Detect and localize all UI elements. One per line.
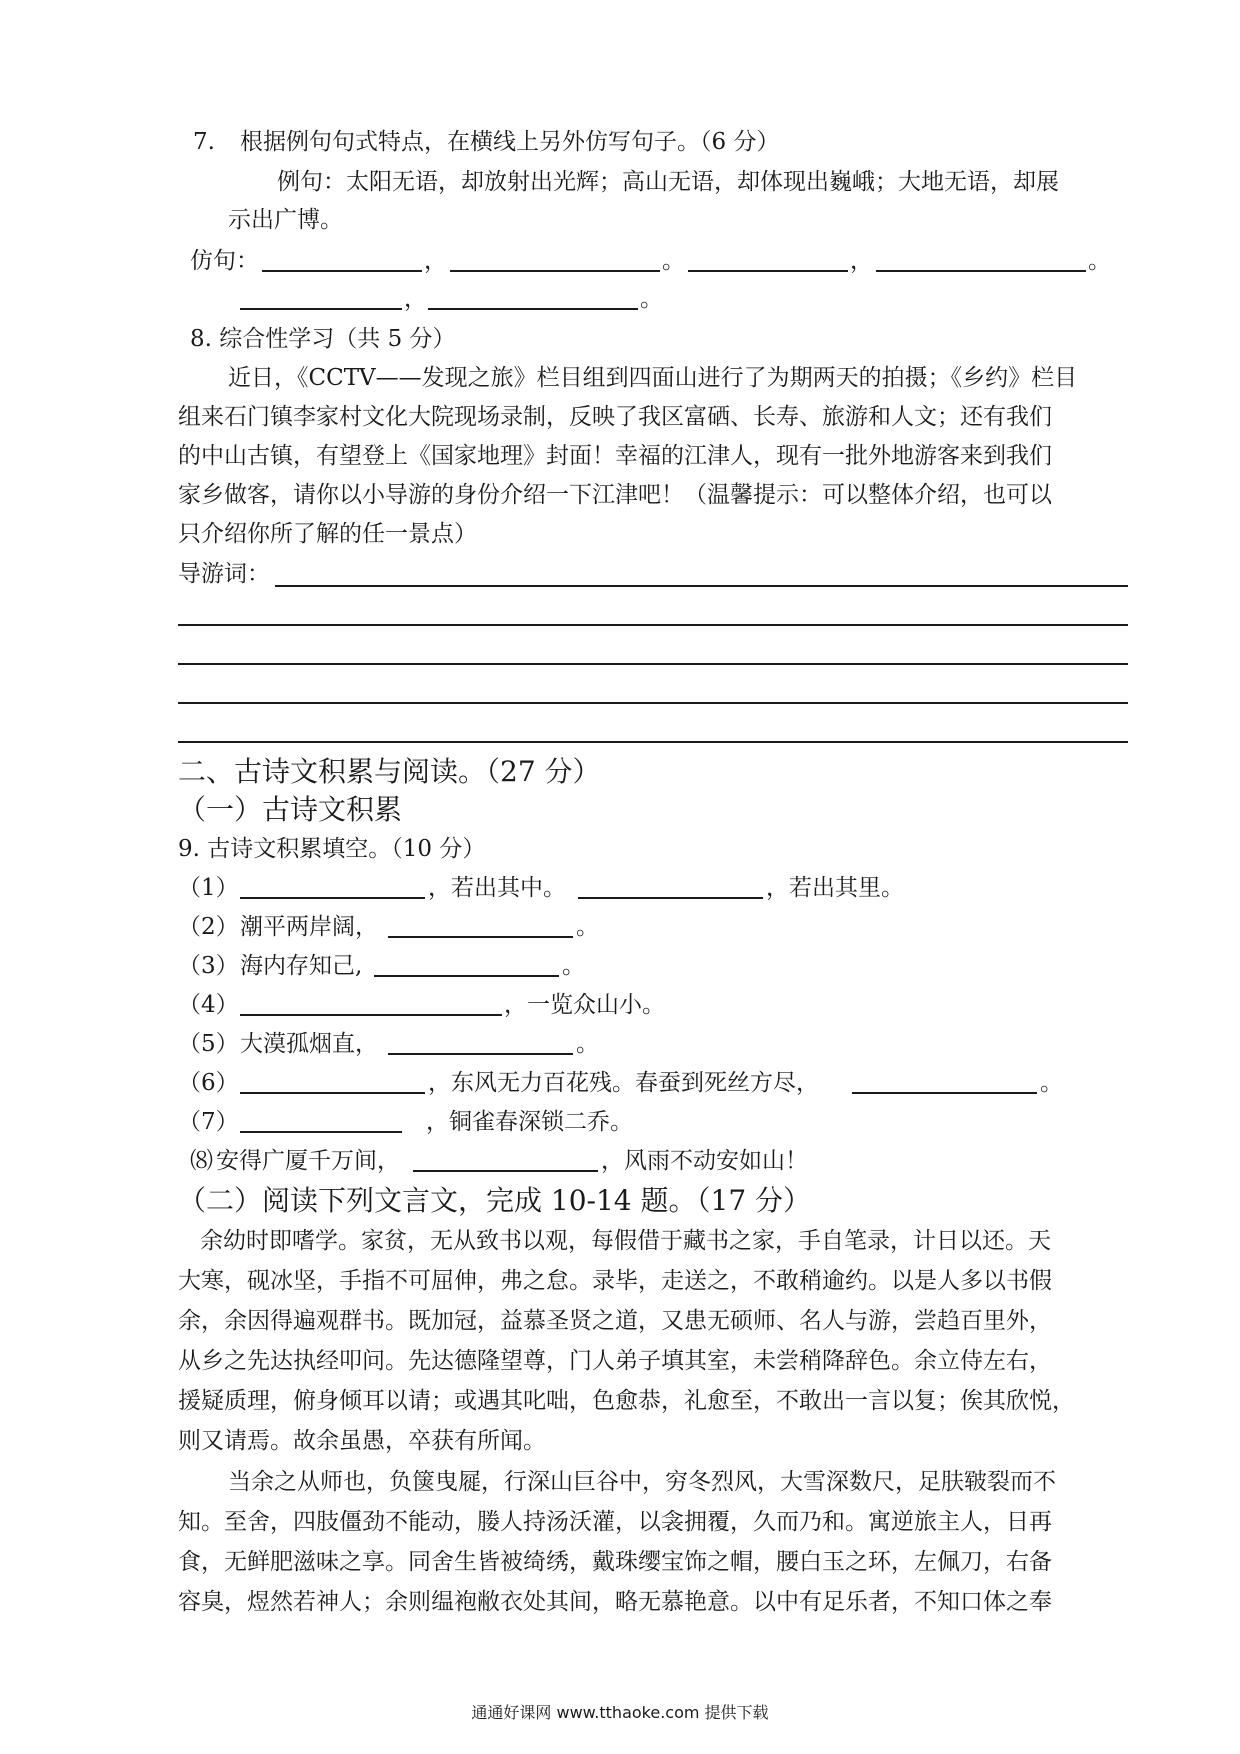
q9-item-number: （3） (178, 953, 239, 979)
q9-blank[interactable] (413, 1170, 598, 1172)
footer: 通通好课网 www.tthaoke.com 提供下载 (471, 1703, 769, 1722)
q9-item-text: 安得广厦千万间， (216, 1148, 400, 1174)
passage-line: 援疑质理，俯身倾耳以请；或遇其叱咄，色愈恭，礼愈至，不敢出一言以复；俟其欣悦， (178, 1388, 1075, 1414)
q9-item-text: 。 (1040, 1070, 1063, 1096)
passage-line: 余，余因得遍观群书。既加冠，益慕圣贤之道，又患无硕师、名人与游，尝趋百里外， (178, 1308, 1052, 1334)
q7-blank-2[interactable] (450, 270, 660, 272)
section2-sub2: （二）阅读下列文言文，完成 10-14 题。（17 分） (178, 1184, 812, 1217)
q8-answer-line[interactable] (178, 624, 1128, 626)
q9-item-text: ，若出其里。 (766, 875, 904, 901)
q9-item-text: 。 (576, 1031, 599, 1057)
q9-blank[interactable] (388, 1053, 573, 1055)
section2-sub1: （一）古诗文积累 (178, 793, 403, 826)
q9-title: 9. 古诗文积累填空。（10 分） (178, 836, 486, 862)
q8-answer-line[interactable] (275, 585, 1128, 587)
q9-item-text: 海内存知己, (240, 953, 363, 979)
passage-line: 食，无鲜肥滋味之享。同舍生皆被绮绣，戴珠缨宝饰之帽，腰白玉之环，左佩刀，右备 (178, 1549, 1052, 1575)
q9-item-text: 大漠孤烟直， (240, 1031, 378, 1057)
q9-item-text: ，若出其中。 (428, 875, 566, 901)
q7-comma-2: ， (850, 248, 873, 274)
q9-blank[interactable] (852, 1092, 1037, 1094)
q9-blank[interactable] (240, 897, 425, 899)
q9-blank[interactable] (240, 1014, 502, 1016)
q8-title: 8. 综合性学习（共 5 分） (190, 326, 456, 352)
q8-answer-line[interactable] (178, 702, 1128, 704)
q9-item-text: 潮平两岸阔， (240, 914, 378, 940)
q9-item-text: ，东风无力百花残。春蚕到死丝方尽， (428, 1070, 819, 1096)
q8-para-line: 的中山古镇，有望登上《国家地理》封面！幸福的江津人，现有一批外地游客来到我们 (178, 443, 1052, 469)
q7-title: 根据例句句式特点，在横线上另外仿写句子。（6 分） (240, 129, 780, 155)
q9-blank[interactable] (240, 1131, 402, 1133)
q8-guide-label: 导游词： (178, 561, 270, 587)
passage-line: 从乡之先达执经叩问。先达德隆望尊，门人弟子填其室，未尝稍降辞色。余立侍左右， (178, 1348, 1052, 1374)
q7-example-line1: 例句：太阳无语，却放射出光辉；高山无语，却体现出巍峨；大地无语，却展 (277, 169, 1059, 195)
section2-heading: 二、古诗文积累与阅读。（27 分） (178, 755, 601, 788)
q9-blank[interactable] (240, 1092, 425, 1094)
passage-line: 容臭，煜然若神人；余则缊袍敝衣处其间，略无慕艳意。以中有足乐者，不知口体之奉 (178, 1589, 1052, 1615)
q8-para-line: 家乡做客，请你以小导游的身份介绍一下江津吧！（温馨提示：可以整体介绍，也可以 (178, 482, 1052, 508)
q7-number: 7. (193, 129, 215, 155)
q7-comma-1: ， (424, 248, 447, 274)
passage-line: 当余之从师也，负箧曳屣，行深山巨谷中，穷冬烈风，大雪深数尺，足肤皲裂而不 (228, 1469, 1056, 1495)
q7-imitate-label: 仿句： (190, 248, 259, 274)
q9-item-text: 。 (562, 953, 585, 979)
q8-answer-line[interactable] (178, 663, 1128, 665)
q9-item-number: （4） (178, 992, 239, 1018)
q8-para-line: 组来石门镇李家村文化大院现场录制，反映了我区富硒、长寿、旅游和人文；还有我们 (178, 404, 1052, 430)
passage-line: 则又请焉。故余虽愚，卒获有所闻。 (178, 1428, 546, 1454)
passage-line: 知。至舍，四肢僵劲不能动，媵人持汤沃灌，以衾拥覆，久而乃和。寓逆旅主人，日再 (178, 1509, 1052, 1535)
q9-item-number: （1） (178, 875, 239, 901)
q9-item-text: 。 (576, 914, 599, 940)
q8-para-line: 近日，《CCTV——发现之旅》栏目组到四面山进行了为期两天的拍摄；《乡约》栏目 (228, 365, 1078, 391)
q9-item-number: （6） (178, 1070, 239, 1096)
q7-period-3: 。 (640, 286, 663, 312)
q7-blank-5[interactable] (240, 308, 402, 310)
q7-blank-3[interactable] (688, 270, 848, 272)
q9-item-text: ，铜雀春深锁二乔。 (426, 1109, 633, 1135)
q7-example-line2: 示出广博。 (228, 207, 343, 233)
q9-blank[interactable] (374, 975, 559, 977)
q7-blank-1[interactable] (262, 270, 422, 272)
q9-item-text: ，风雨不动安如山！ (601, 1148, 808, 1174)
q7-period-1: 。 (662, 248, 685, 274)
q9-item-number: ⑻ (190, 1148, 213, 1174)
q8-para-line: 只介绍你所了解的任一景点） (178, 521, 477, 547)
q9-blank[interactable] (578, 897, 763, 899)
passage-line: 大寒，砚冰坚，手指不可屈伸，弗之怠。录毕，走送之，不敢稍逾约。以是人多以书假 (178, 1268, 1052, 1294)
q7-period-2: 。 (1088, 248, 1111, 274)
q7-comma-3: ， (404, 286, 427, 312)
q9-item-number: （5） (178, 1031, 239, 1057)
q9-item-text: ，一览众山小。 (504, 992, 665, 1018)
q7-blank-6[interactable] (428, 308, 638, 310)
passage-line: 余幼时即嗜学。家贫，无从致书以观，每假借于藏书之家，手自笔录，计日以还。天 (200, 1228, 1051, 1254)
q9-item-number: （2） (178, 914, 239, 940)
q9-blank[interactable] (388, 936, 573, 938)
q7-blank-4[interactable] (876, 270, 1086, 272)
q9-item-number: （7） (178, 1109, 239, 1135)
q8-answer-line[interactable] (178, 741, 1128, 743)
